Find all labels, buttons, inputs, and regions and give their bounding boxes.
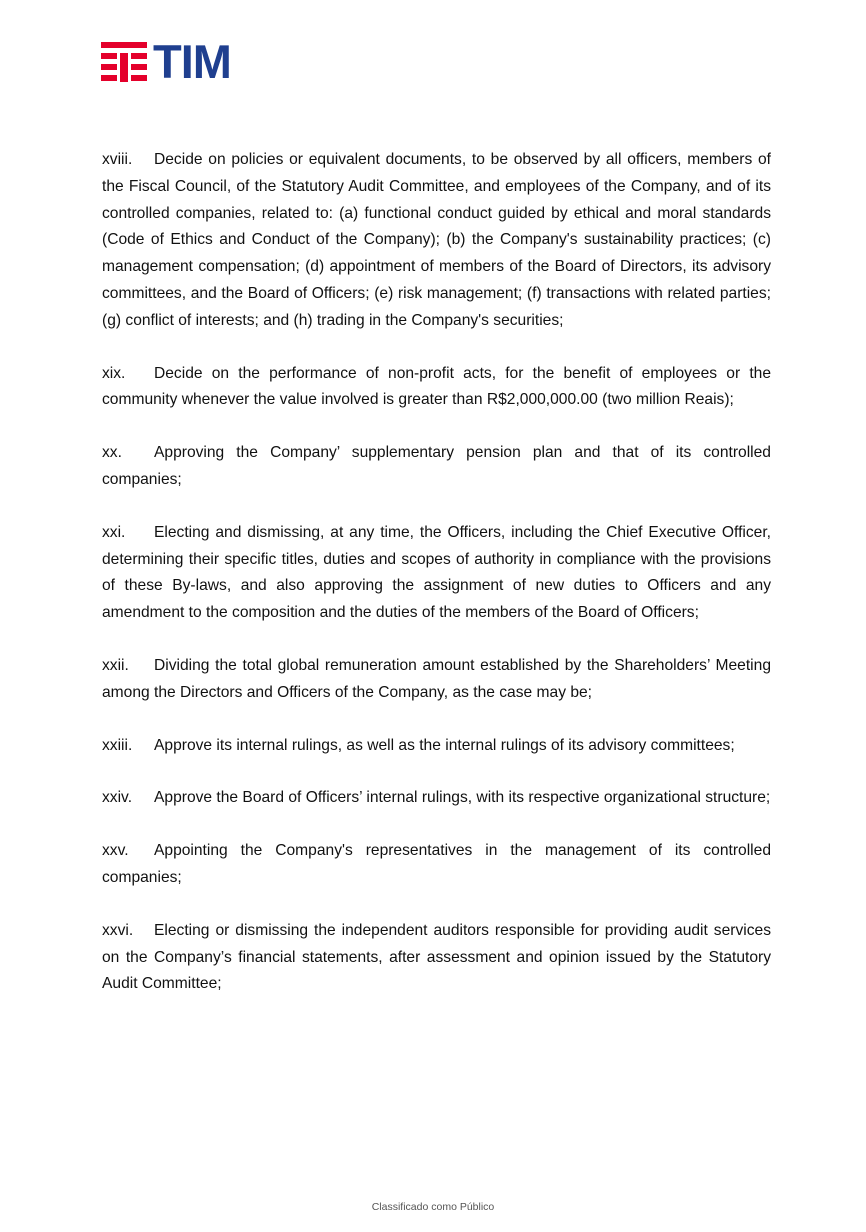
clause-number: xxv. — [102, 842, 129, 860]
clause-number: xxi. — [102, 523, 126, 541]
clause-text: Appointing the Company's representatives in the management of its controlled companies; — [102, 842, 771, 886]
document-body — [102, 147, 771, 1024]
clause-xxv — [102, 838, 771, 892]
clause-number: xx. — [102, 444, 122, 462]
clause-number: xix. — [102, 364, 126, 382]
clause-text: Decide on the performance of non-profit acts, for the benefit of employees or the community whenever the value involved is greater than R$2,000,000.00 (two million Reais); — [102, 364, 771, 409]
clause-xix — [102, 361, 771, 415]
clause-number: xxvi. — [102, 921, 134, 939]
clause-text: Approve its internal rulings, as well as the internal rulings of its advisory committees; — [154, 736, 735, 754]
clause-text: Approve the Board of Officers’ internal rulings, with its respective organizational structure; — [154, 789, 771, 807]
clause-text: Electing or dismissing the independent auditors responsible for providing audit services on the Company’s financial statements, after assessment and opinion issued by the Statutory Audit Committee; — [102, 921, 771, 993]
clause-text: Decide on policies or equivalent documents, to be observed by all officers, members of the Fiscal Council, of the Statutory Audit Committee, and employees of the Company, and of its controlled companies, related to: (a) functional conduct guided by ethical and moral standards (Code of Ethics and Conduct of the Company); (b) the Company's sustainability practices; (c) management compensation; (d) appointment of members of the Board of Directors, its advisory committees, and the Board of Officers; (e) risk management; (f) transactions with related parties; (g) conflict of interests; and (h) trading in the Company's securities; — [102, 151, 771, 329]
logo-wordmark: TIM — [153, 35, 231, 88]
tim-logo-mark-icon — [101, 42, 147, 82]
clause-number: xviii. — [102, 151, 133, 168]
clause-text: Electing and dismissing, at any time, the Officers, including the Chief Executive Officer, determining their specific titles, duties and scopes of authority in compliance with the provisions of these By-laws, and also approving the assignment of new duties to Officers and any amendment to the composition and the duties of the members of the Board of Officers; — [102, 523, 771, 622]
clause-xxi — [102, 520, 771, 627]
tim-logo — [101, 35, 231, 88]
classification-footer: Classificado como Público — [371, 1201, 495, 1213]
clause-number: xxiii. — [102, 736, 133, 754]
clause-xx — [102, 440, 771, 494]
clause-xxiv — [102, 785, 771, 812]
clause-xviii — [102, 147, 771, 335]
clause-number: xxiv. — [102, 789, 133, 807]
clause-text: Dividing the total global remuneration amount established by the Shareholders’ Meeting among the Directors and Officers of the Company, as the case may be; — [102, 656, 771, 701]
clause-number: xxii. — [102, 656, 129, 674]
clause-xxiii — [102, 733, 771, 760]
clause-text: Approving the Company’ supplementary pension plan and that of its controlled companies; — [102, 444, 771, 488]
clause-xxii — [102, 653, 771, 707]
clause-xxvi — [102, 918, 771, 998]
